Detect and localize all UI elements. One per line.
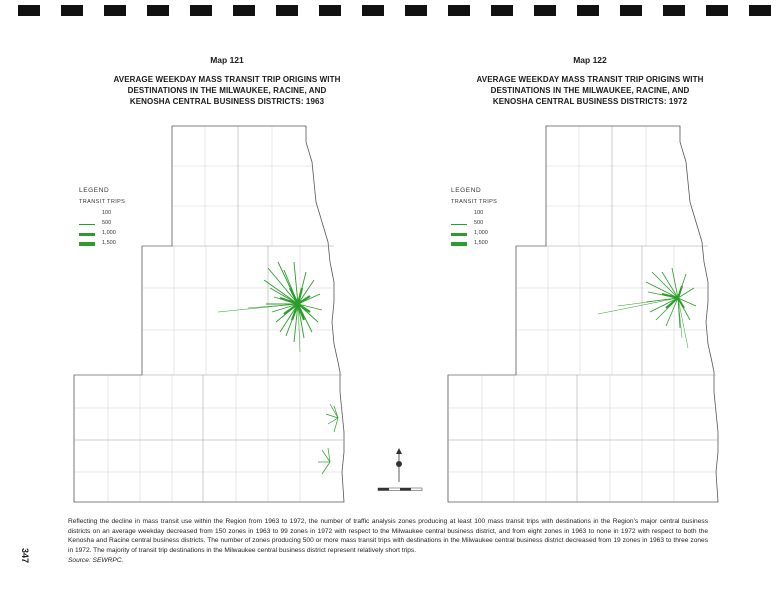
north-arrow-icon <box>372 448 432 498</box>
legend-item-100: 100 <box>102 210 112 217</box>
map-122-grid <box>448 126 718 502</box>
legend-item-500: 500 <box>451 219 497 229</box>
legend-item-1500: 1,500 <box>451 239 497 249</box>
legend-swatch <box>79 233 95 236</box>
map-121-racine-desire-lines <box>326 404 338 432</box>
caption-text: Reflecting the decline in mass transit use within the Region from 1963 to 1972, the number of traffic analysis zones producing at least 100 mass transit trips with destinations in the Region's major central business districts on an average weekday decreased from 150 zones in 1963 to 99 zones in 1972 with respect to the Milwaukee central business district, and from eight zones in 1963 to none in 1972 with respect to both the Kenosha and Racine central business districts. The number of zones producing 500 or more mass transit trips with destinations in the Milwaukee central business district decreased from 19 zones in 1963 to three zones in 1972. The majority of transit trip destinations in the Milwaukee central business district represent relatively short trips. <box>68 518 708 554</box>
map-121-number: Map 121 <box>210 55 244 65</box>
legend-swatch <box>451 242 467 246</box>
page-number: 347 <box>20 548 30 564</box>
map-121-legend <box>79 188 125 249</box>
map-122-title <box>460 74 720 107</box>
map-122-county-lines <box>448 126 718 502</box>
map-121-title <box>97 74 357 107</box>
map-122-legend <box>451 188 497 249</box>
map-122-title-line: AVERAGE WEEKDAY MASS TRANSIT TRIP ORIGINS WITH <box>476 75 704 84</box>
map-121-title-line: AVERAGE WEEKDAY MASS TRANSIT TRIP ORIGINS WITH <box>113 75 341 84</box>
legend-swatch <box>79 224 95 225</box>
legend-swatch <box>451 233 467 236</box>
legend-title: LEGEND <box>451 187 482 194</box>
legend-title: LEGEND <box>79 187 110 194</box>
map-121 <box>68 122 368 507</box>
legend-subtitle: TRANSIT TRIPS <box>451 198 498 205</box>
binding-holes <box>0 5 778 17</box>
map-122-outline <box>448 126 718 502</box>
map-121-kenosha-desire-lines <box>318 448 330 474</box>
map-122-title-line: KENOSHA CENTRAL BUSINESS DISTRICTS: 1972 <box>492 97 688 106</box>
map-121-milwaukee-desire-lines <box>218 262 322 352</box>
legend-item-100: 100 <box>474 210 484 217</box>
source-note: Source: SEWRPC. <box>68 557 124 564</box>
map-121-title-line: KENOSHA CENTRAL BUSINESS DISTRICTS: 1963 <box>129 97 325 106</box>
map-122-milwaukee-desire-lines <box>598 268 696 348</box>
map-122-title-line: DESTINATIONS IN THE MILWAUKEE, RACINE, AND <box>490 86 690 95</box>
map-122 <box>442 122 742 507</box>
legend-item-1000: 1,000 <box>79 229 125 239</box>
legend-item-1500: 1,500 <box>79 239 125 249</box>
map-121-title-line: DESTINATIONS IN THE MILWAUKEE, RACINE, AND <box>127 86 327 95</box>
legend-item-1000: 1,000 <box>451 229 497 239</box>
legend-swatch <box>451 224 467 225</box>
legend-item-500: 500 <box>79 219 125 229</box>
legend-swatch <box>79 242 95 246</box>
legend-subtitle: TRANSIT TRIPS <box>79 198 126 205</box>
map-122-number: Map 122 <box>573 55 607 65</box>
